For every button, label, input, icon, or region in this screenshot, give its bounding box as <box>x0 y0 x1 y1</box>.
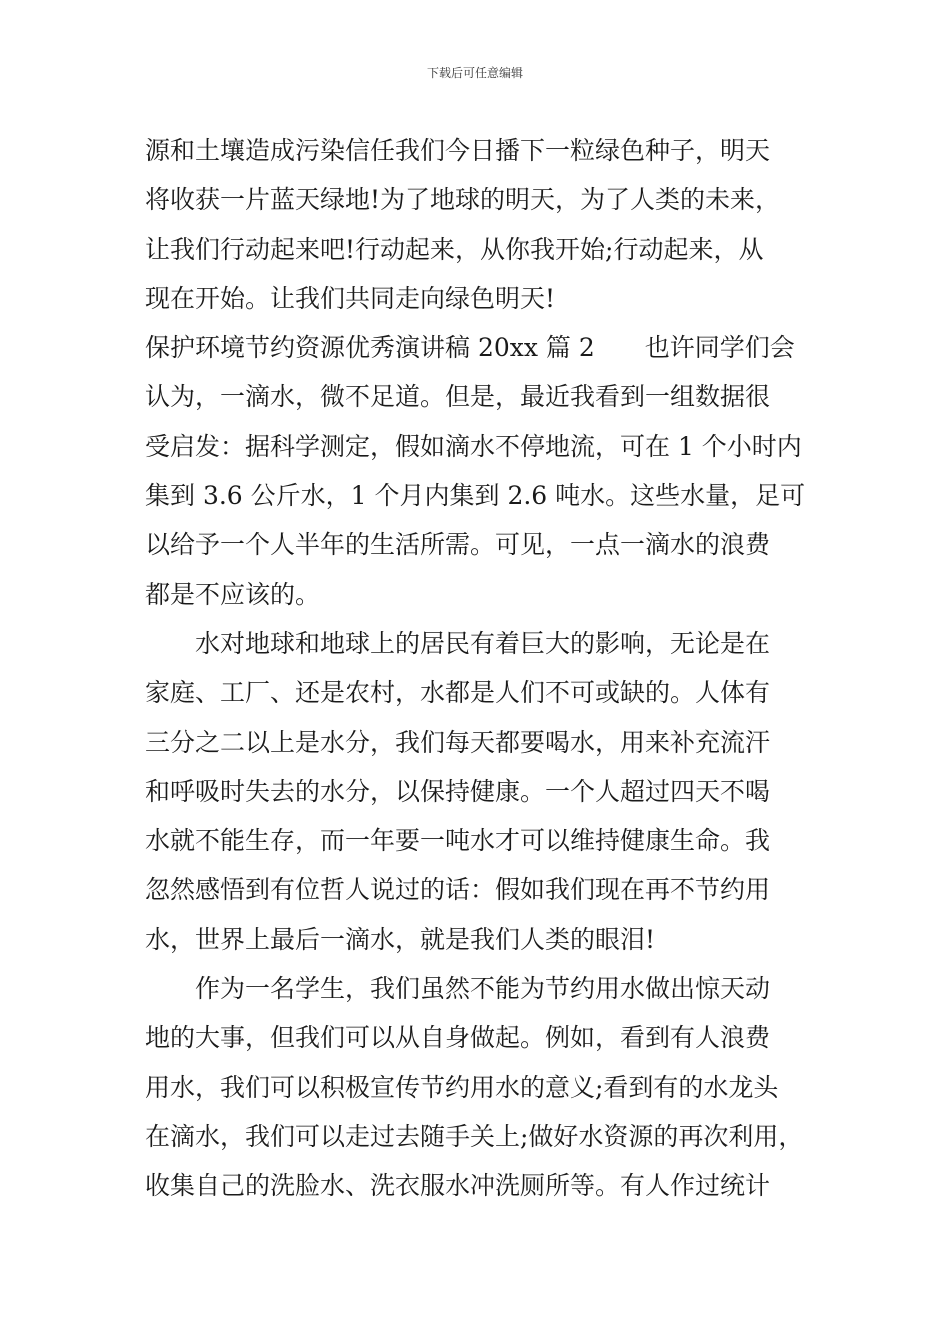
text-line: 家庭、工厂、还是农村，水都是人们不可或缺的。人体有 <box>145 678 771 708</box>
text-line: 用水，我们可以积极宣传节约用水的意义;看到有的水龙头 <box>145 1072 779 1102</box>
text-line: 忽然感悟到有位哲人说过的话：假如我们现在再不节约用 <box>145 875 771 905</box>
text-line: 地的大事，但我们可以从自身做起。例如，看到有人浪费 <box>145 1023 771 1053</box>
text-line: 现在开始。让我们共同走向绿色明天! <box>145 283 556 313</box>
text-line: 源和土壤造成污染信任我们今日播下一粒绿色种子，明天 <box>145 136 771 165</box>
text-line: 水对地球和地球上的居民有着巨大的影响，无论是在 <box>145 628 771 658</box>
page-header: 下载后可任意编辑 <box>426 66 523 80</box>
text-line: 以给予一个人半年的生活所需。可见，一点一滴水的浪费 <box>145 530 771 560</box>
text-line: 和呼吸时失去的水分，以保持健康。一个人超过四天不喝 <box>145 776 771 806</box>
text-line: 收集自己的洗脸水、洗衣服水冲洗厕所等。有人作过统计 <box>145 1171 771 1201</box>
text-line: 三分之二以上是水分，我们每天都要喝水，用来补充流汗 <box>145 727 771 757</box>
text-line: 在滴水，我们可以走过去随手关上;做好水资源的再次利用， <box>145 1121 804 1151</box>
text-line: 将收获一片蓝天绿地!为了地球的明天，为了人类的未来， <box>145 185 781 215</box>
text-line: 都是不应该的。 <box>145 579 321 609</box>
text-line: 水就不能生存，而一年要一吨水才可以维持健康生命。我 <box>145 826 771 856</box>
document-body <box>145 126 845 1211</box>
text-line: 认为，一滴水，微不足道。但是，最近我看到一组数据很 <box>145 382 771 412</box>
text-line: 保护环境节约资源优秀演讲稿 20xx 篇 2 也许同学们会 <box>145 333 795 363</box>
text-line: 让我们行动起来吧!行动起来，从你我开始;行动起来，从 <box>145 234 764 264</box>
text-line: 水，世界上最后一滴水，就是我们人类的眼泪! <box>145 924 656 954</box>
text-line: 集到 3.6 公斤水，1 个月内集到 2.6 吨水。这些水量，足可 <box>145 481 806 511</box>
text-line: 受启发：据科学测定，假如滴水不停地流，可在 1 个小时内 <box>145 431 802 461</box>
text-line: 作为一名学生，我们虽然不能为节约用水做出惊天动 <box>145 974 771 1004</box>
